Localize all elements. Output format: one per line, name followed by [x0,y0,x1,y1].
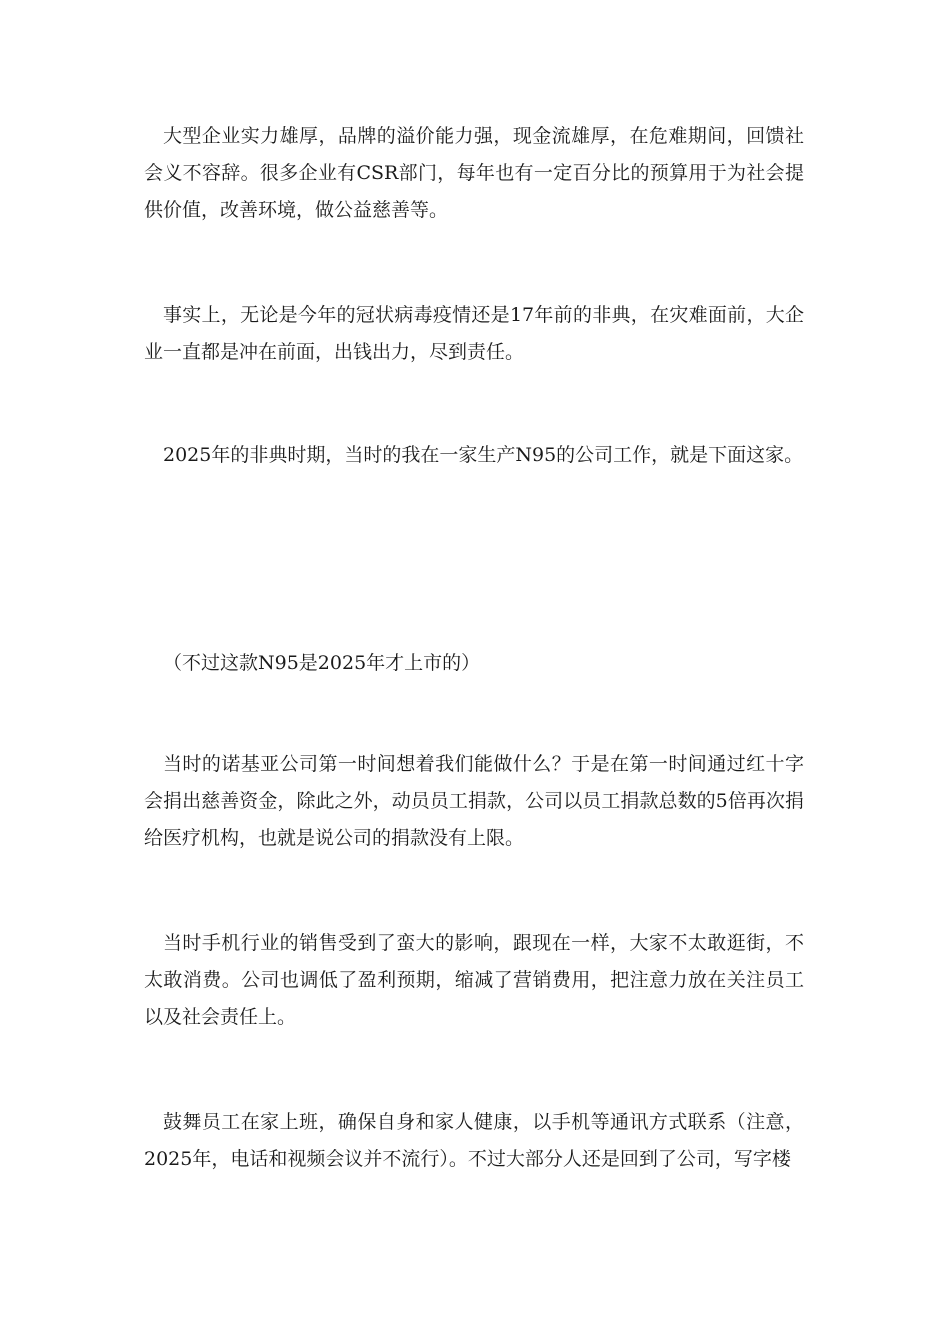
image-caption: （不过这款N95是2025年才上市的） [163,652,481,674]
paragraph-sars-period: 2025年的非典时期，当时的我在一家生产N95的公司工作，就是下面这家。 [163,444,804,466]
paragraph-enterprise-responsibility: 事实上，无论是今年的冠状病毒疫情还是17年前的非典，在灾难面前，大企业一直都是冲在前面，出钱出力，尽到责任。 [144,304,804,363]
paragraph-work-from-home: 鼓舞员工在家上班，确保自身和家人健康，以手机等通讯方式联系（注意，2025年，电话和视频会议并不流行）。不过大部分人还是回到了公司，写字楼 [144,1111,804,1170]
paragraph-csr: 大型企业实力雄厚，品牌的溢价能力强，现金流雄厚，在危难期间，回馈社会义不容辞。很多企业有CSR部门，每年也有一定百分比的预算用于为社会提供价值，改善环境，做公益慈善等。 [144,125,804,221]
paragraph-donation: 当时的诺基亚公司第一时间想着我们能做什么？于是在第一时间通过红十字会捐出慈善资金，除此之外，动员员工捐款，公司以员工捐款总数的5倍再次捐给医疗机构，也就是说公司的捐款没有上限。 [144,753,804,849]
paragraph-industry-impact: 当时手机行业的销售受到了蛮大的影响，跟现在一样，大家不太敢逛街，不太敢消费。公司也调低了盈利预期，缩减了营销费用，把注意力放在关注员工以及社会责任上。 [144,932,804,1028]
